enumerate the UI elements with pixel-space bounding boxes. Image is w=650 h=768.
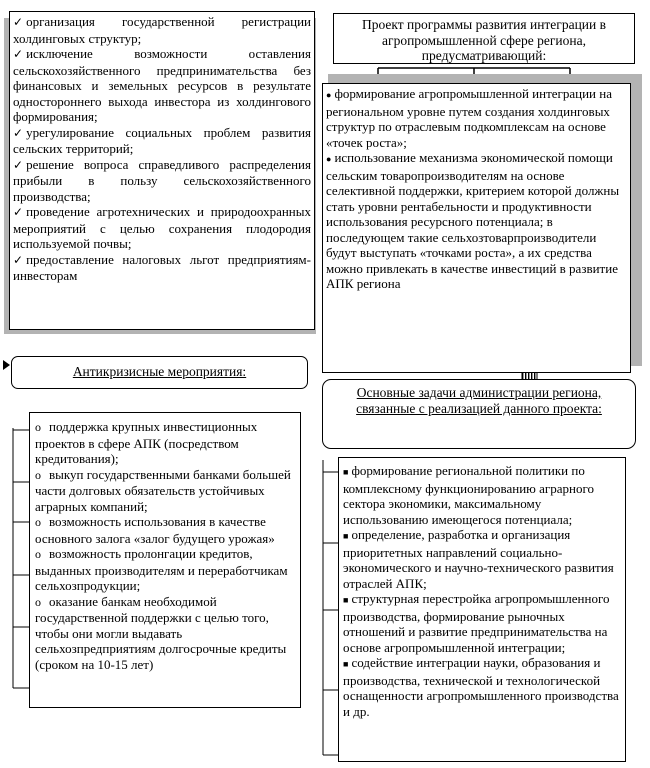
anticrisis-title-box xyxy=(11,356,308,389)
bullet-icon: ● xyxy=(326,90,332,100)
circle-bullet-icon: o xyxy=(35,420,41,434)
check-icon: ✓ xyxy=(13,125,24,140)
project-item: ● использование механизма экономической помощи сельским товаропроизводителям на основе селективной поддержки, критерием которой должны стать уровни рентабельности и продуктивности использования ресурсного потенциала; в последующем такие сельхозтоварпроизводители будут выступать «точками роста», а их средства можно привлекать в качестве инвестиций в развитие АПК региона xyxy=(326,150,620,291)
circle-bullet-icon: o xyxy=(35,547,41,561)
tasks-items-box xyxy=(338,457,626,762)
check-icon: ✓ xyxy=(13,15,24,29)
task-item: ■ содействие интеграции науки, образования и производства, технической и технологической оснащенности агропромышленного производства и др. xyxy=(343,655,619,719)
checklist-item: ✓ решение вопроса справедливого распределения прибыли в пользу сельскохозяйственного производства; xyxy=(13,156,311,204)
tasks-title-box xyxy=(322,379,636,449)
project-items-box xyxy=(322,83,631,373)
anticrisis-item: o выкуп государственными банками большей части долговых обязательств устойчивых аграрных компаний; xyxy=(35,466,291,514)
task-item: ■ формирование региональной политики по комплексному функционированию аграрного сектора экономики, максимальному использованию имеющегося потенциала; xyxy=(343,463,594,527)
checklist-item: ✓ организация государственной регистрации холдинговых структур; xyxy=(13,14,311,46)
anticrisis-title: Антикризисные мероприятия: xyxy=(72,364,247,379)
square-bullet-icon: ■ xyxy=(343,467,349,477)
circle-bullet-icon: o xyxy=(35,467,41,482)
left-top-box xyxy=(9,11,315,330)
check-icon: ✓ xyxy=(13,252,24,267)
task-item: ■ структурная перестройка агропромышленного производства, формирование рыночных отношений и развитие предпринимательства на основе агропромышленной интеграции; xyxy=(343,591,610,655)
anticrisis-item: o возможность пролонгации кредитов, выданных производителям и переработчикам сельхозпродукции; xyxy=(35,546,288,593)
checklist-item: ✓ урегулирование социальных проблем развития сельских территорий; xyxy=(13,124,311,156)
square-bullet-icon: ■ xyxy=(343,531,349,541)
anticrisis-item: o возможность использования в качестве основного залога «залог будущего урожая» xyxy=(35,514,275,546)
anticrisis-item: o оказание банкам необходимой государственной поддержки с целью того, чтобы они могли выдавать сельхозпредприятиям долгосрочные кредиты (сроком на 10-15 лет) xyxy=(35,593,287,672)
circle-bullet-icon: o xyxy=(35,515,41,529)
tasks-title: Основные задачи администрации региона, связанные с реализацией данного проекта: xyxy=(356,385,602,416)
check-icon: ✓ xyxy=(13,205,24,219)
bullet-icon: ● xyxy=(326,154,332,164)
arrow-right-anticrisis xyxy=(3,360,10,370)
project-item: ● формирование агропромышленной интеграции на региональном уровне путем создания холдинговых структур по отраслевым подкомплексам на основе «точек роста»; xyxy=(326,86,612,150)
anticrisis-item: o поддержка крупных инвестиционных проектов в сфере АПК (посредством кредитования); xyxy=(35,419,258,466)
checklist-item: ✓ предоставление налоговых льгот предприятиям-инвесторам xyxy=(13,251,311,283)
checklist-item: ✓ проведение агротехнических и природоохранных мероприятий с целью сохранения плодородия используемой почвы; xyxy=(13,204,311,251)
project-title-box xyxy=(333,13,635,64)
anticrisis-items-box xyxy=(29,412,301,708)
square-bullet-icon: ■ xyxy=(343,595,349,605)
task-item: ■ определение, разработка и организация приоритетных направлений социально-экономического и научно-технического развития отраслей АПК; xyxy=(343,527,614,591)
check-icon: ✓ xyxy=(13,157,24,172)
project-title: Проект программы развития интеграции в агропромышленной сфере региона, предусматривающий: xyxy=(361,17,607,63)
square-bullet-icon: ■ xyxy=(343,659,349,669)
checklist-item: ✓ исключение возможности оставления сельскохозяйственного предпринимательства без финансовых и земельных ресурсов в результате одностороннего выхода инвестора из холдингового формирования; xyxy=(13,46,311,124)
circle-bullet-icon: o xyxy=(35,594,41,609)
check-icon: ✓ xyxy=(13,47,24,61)
